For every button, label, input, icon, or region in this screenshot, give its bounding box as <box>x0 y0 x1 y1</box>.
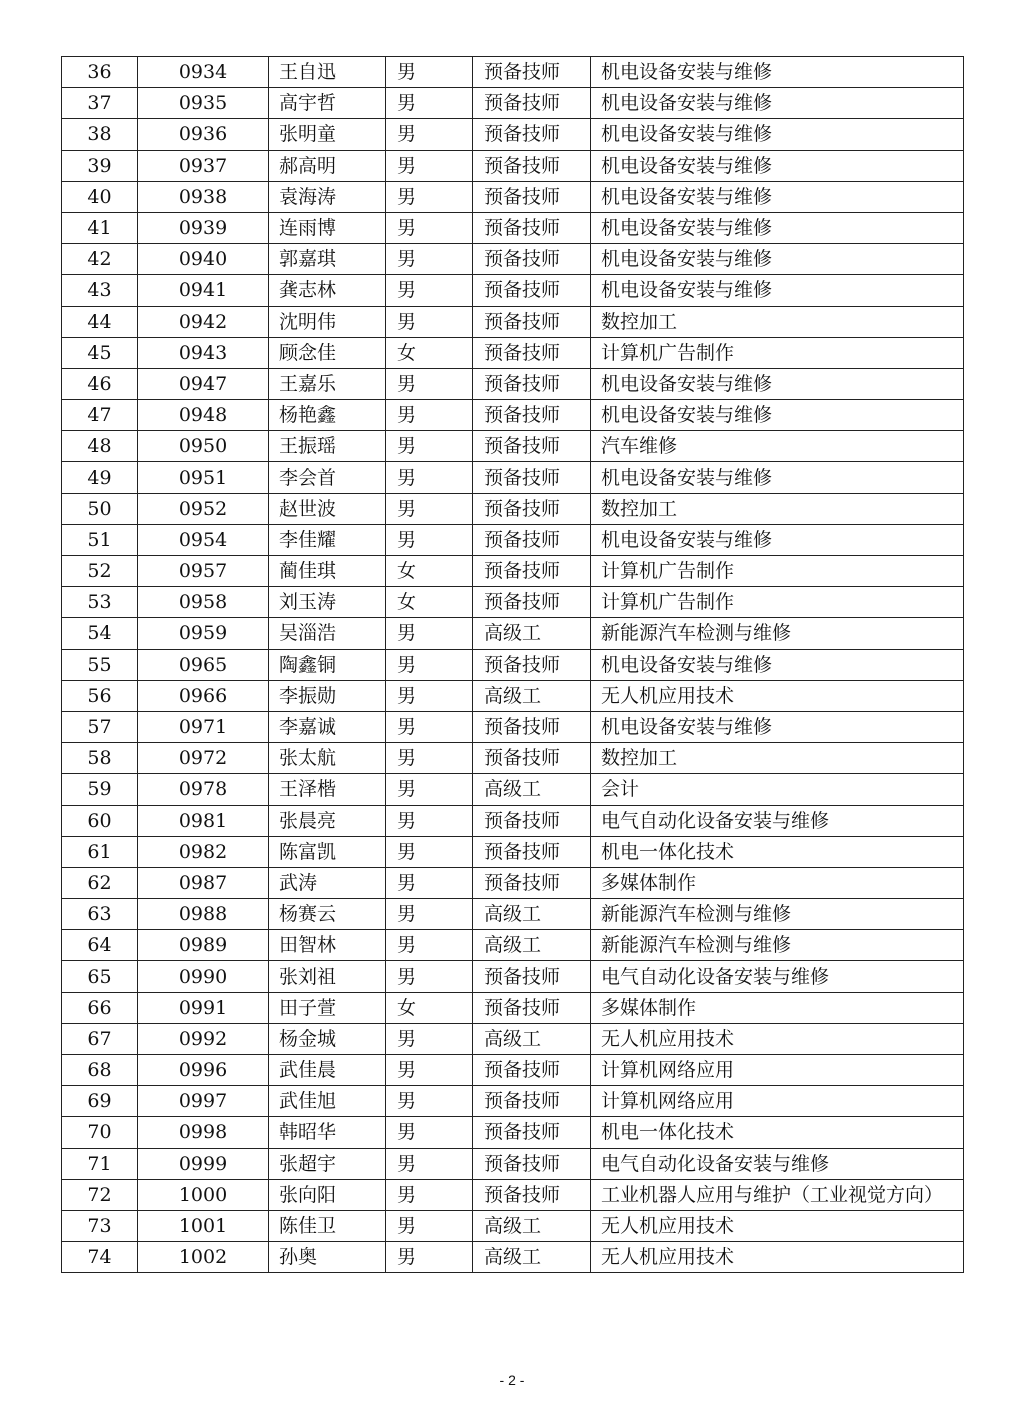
seq-cell: 54 <box>62 618 138 649</box>
gender-cell: 男 <box>386 1210 473 1241</box>
gender-cell: 女 <box>386 587 473 618</box>
number-cell: 0987 <box>138 867 269 898</box>
level-cell: 预备技师 <box>473 57 591 88</box>
name-cell: 张向阳 <box>269 1179 386 1210</box>
number-cell: 0978 <box>138 774 269 805</box>
major-cell: 无人机应用技术 <box>591 1242 964 1273</box>
number-cell: 0971 <box>138 711 269 742</box>
name-cell: 陈佳卫 <box>269 1210 386 1241</box>
name-cell: 杨艳鑫 <box>269 400 386 431</box>
name-cell: 袁海涛 <box>269 181 386 212</box>
page-number: - 2 - <box>499 1372 525 1388</box>
table-row <box>62 400 964 431</box>
name-cell: 武佳旭 <box>269 1086 386 1117</box>
number-cell: 0981 <box>138 805 269 836</box>
major-cell: 机电一体化技术 <box>591 1117 964 1148</box>
major-cell: 机电设备安装与维修 <box>591 711 964 742</box>
level-cell: 预备技师 <box>473 1179 591 1210</box>
major-cell: 数控加工 <box>591 743 964 774</box>
level-cell: 高级工 <box>473 1242 591 1273</box>
name-cell: 武佳晨 <box>269 1055 386 1086</box>
gender-cell: 男 <box>386 1117 473 1148</box>
gender-cell: 男 <box>386 618 473 649</box>
seq-cell: 67 <box>62 1023 138 1054</box>
seq-cell: 62 <box>62 867 138 898</box>
gender-cell: 男 <box>386 524 473 555</box>
gender-cell: 男 <box>386 1023 473 1054</box>
level-cell: 预备技师 <box>473 181 591 212</box>
seq-cell: 41 <box>62 212 138 243</box>
seq-cell: 38 <box>62 119 138 150</box>
table-row <box>62 1055 964 1086</box>
gender-cell: 男 <box>386 212 473 243</box>
table-row <box>62 587 964 618</box>
table-row <box>62 1117 964 1148</box>
seq-cell: 71 <box>62 1148 138 1179</box>
gender-cell: 男 <box>386 493 473 524</box>
number-cell: 0991 <box>138 992 269 1023</box>
number-cell: 0952 <box>138 493 269 524</box>
name-cell: 张刘祖 <box>269 961 386 992</box>
name-cell: 张明童 <box>269 119 386 150</box>
number-cell: 0988 <box>138 899 269 930</box>
table-row <box>62 556 964 587</box>
seq-cell: 42 <box>62 244 138 275</box>
gender-cell: 男 <box>386 711 473 742</box>
name-cell: 李振勋 <box>269 680 386 711</box>
level-cell: 预备技师 <box>473 1055 591 1086</box>
number-cell: 0947 <box>138 368 269 399</box>
seq-cell: 70 <box>62 1117 138 1148</box>
name-cell: 孙奥 <box>269 1242 386 1273</box>
number-cell: 0948 <box>138 400 269 431</box>
name-cell: 吴淄浩 <box>269 618 386 649</box>
table-row <box>62 680 964 711</box>
major-cell: 机电设备安装与维修 <box>591 212 964 243</box>
seq-cell: 49 <box>62 462 138 493</box>
gender-cell: 男 <box>386 306 473 337</box>
number-cell: 0966 <box>138 680 269 711</box>
major-cell: 计算机广告制作 <box>591 587 964 618</box>
gender-cell: 男 <box>386 1148 473 1179</box>
seq-cell: 68 <box>62 1055 138 1086</box>
level-cell: 预备技师 <box>473 150 591 181</box>
gender-cell: 男 <box>386 1242 473 1273</box>
name-cell: 连雨博 <box>269 212 386 243</box>
major-cell: 汽车维修 <box>591 431 964 462</box>
seq-cell: 66 <box>62 992 138 1023</box>
level-cell: 预备技师 <box>473 306 591 337</box>
number-cell: 0959 <box>138 618 269 649</box>
table-row <box>62 88 964 119</box>
number-cell: 0940 <box>138 244 269 275</box>
seq-cell: 45 <box>62 337 138 368</box>
level-cell: 预备技师 <box>473 1148 591 1179</box>
seq-cell: 58 <box>62 743 138 774</box>
number-cell: 0943 <box>138 337 269 368</box>
major-cell: 计算机广告制作 <box>591 337 964 368</box>
major-cell: 数控加工 <box>591 306 964 337</box>
major-cell: 机电设备安装与维修 <box>591 88 964 119</box>
gender-cell: 男 <box>386 181 473 212</box>
level-cell: 预备技师 <box>473 711 591 742</box>
gender-cell: 男 <box>386 680 473 711</box>
level-cell: 预备技师 <box>473 836 591 867</box>
seq-cell: 39 <box>62 150 138 181</box>
gender-cell: 男 <box>386 462 473 493</box>
number-cell: 0950 <box>138 431 269 462</box>
seq-cell: 74 <box>62 1242 138 1273</box>
name-cell: 王自迅 <box>269 57 386 88</box>
major-cell: 机电设备安装与维修 <box>591 244 964 275</box>
major-cell: 无人机应用技术 <box>591 1023 964 1054</box>
name-cell: 李会首 <box>269 462 386 493</box>
seq-cell: 55 <box>62 649 138 680</box>
seq-cell: 50 <box>62 493 138 524</box>
name-cell: 王嘉乐 <box>269 368 386 399</box>
seq-cell: 52 <box>62 556 138 587</box>
number-cell: 1000 <box>138 1179 269 1210</box>
table-row <box>62 867 964 898</box>
major-cell: 电气自动化设备安装与维修 <box>591 1148 964 1179</box>
gender-cell: 男 <box>386 1179 473 1210</box>
seq-cell: 51 <box>62 524 138 555</box>
gender-cell: 男 <box>386 244 473 275</box>
major-cell: 机电设备安装与维修 <box>591 119 964 150</box>
name-cell: 陈富凯 <box>269 836 386 867</box>
seq-cell: 60 <box>62 805 138 836</box>
number-cell: 0996 <box>138 1055 269 1086</box>
level-cell: 预备技师 <box>473 88 591 119</box>
level-cell: 预备技师 <box>473 587 591 618</box>
seq-cell: 47 <box>62 400 138 431</box>
level-cell: 预备技师 <box>473 119 591 150</box>
number-cell: 0989 <box>138 930 269 961</box>
name-cell: 郭嘉琪 <box>269 244 386 275</box>
gender-cell: 男 <box>386 805 473 836</box>
major-cell: 新能源汽车检测与维修 <box>591 899 964 930</box>
number-cell: 0954 <box>138 524 269 555</box>
table-row <box>62 524 964 555</box>
number-cell: 0936 <box>138 119 269 150</box>
seq-cell: 57 <box>62 711 138 742</box>
number-cell: 0997 <box>138 1086 269 1117</box>
seq-cell: 63 <box>62 899 138 930</box>
table-row <box>62 711 964 742</box>
level-cell: 预备技师 <box>473 337 591 368</box>
level-cell: 预备技师 <box>473 431 591 462</box>
table-row <box>62 462 964 493</box>
table-row <box>62 306 964 337</box>
level-cell: 预备技师 <box>473 556 591 587</box>
table-row <box>62 899 964 930</box>
name-cell: 张超宇 <box>269 1148 386 1179</box>
number-cell: 0934 <box>138 57 269 88</box>
level-cell: 预备技师 <box>473 867 591 898</box>
level-cell: 预备技师 <box>473 649 591 680</box>
major-cell: 机电设备安装与维修 <box>591 649 964 680</box>
major-cell: 机电设备安装与维修 <box>591 57 964 88</box>
table-row <box>62 337 964 368</box>
table-row <box>62 992 964 1023</box>
gender-cell: 女 <box>386 337 473 368</box>
gender-cell: 女 <box>386 992 473 1023</box>
seq-cell: 65 <box>62 961 138 992</box>
gender-cell: 男 <box>386 57 473 88</box>
name-cell: 杨赛云 <box>269 899 386 930</box>
level-cell: 高级工 <box>473 1023 591 1054</box>
gender-cell: 男 <box>386 743 473 774</box>
level-cell: 预备技师 <box>473 1086 591 1117</box>
seq-cell: 56 <box>62 680 138 711</box>
name-cell: 杨金城 <box>269 1023 386 1054</box>
name-cell: 韩昭华 <box>269 1117 386 1148</box>
name-cell: 赵世波 <box>269 493 386 524</box>
table-row <box>62 1023 964 1054</box>
major-cell: 机电设备安装与维修 <box>591 462 964 493</box>
seq-cell: 64 <box>62 930 138 961</box>
number-cell: 0992 <box>138 1023 269 1054</box>
seq-cell: 73 <box>62 1210 138 1241</box>
number-cell: 0951 <box>138 462 269 493</box>
seq-cell: 36 <box>62 57 138 88</box>
gender-cell: 男 <box>386 867 473 898</box>
major-cell: 机电设备安装与维修 <box>591 150 964 181</box>
major-cell: 电气自动化设备安装与维修 <box>591 805 964 836</box>
major-cell: 无人机应用技术 <box>591 680 964 711</box>
table-row <box>62 1210 964 1241</box>
table-row <box>62 743 964 774</box>
name-cell: 郝高明 <box>269 150 386 181</box>
name-cell: 王泽楷 <box>269 774 386 805</box>
number-cell: 0937 <box>138 150 269 181</box>
name-cell: 刘玉涛 <box>269 587 386 618</box>
gender-cell: 男 <box>386 930 473 961</box>
seq-cell: 59 <box>62 774 138 805</box>
name-cell: 顾念佳 <box>269 337 386 368</box>
major-cell: 机电设备安装与维修 <box>591 275 964 306</box>
table-row <box>62 805 964 836</box>
number-cell: 0939 <box>138 212 269 243</box>
roster-table-body <box>62 57 964 1273</box>
name-cell: 沈明伟 <box>269 306 386 337</box>
level-cell: 预备技师 <box>473 212 591 243</box>
major-cell: 机电设备安装与维修 <box>591 181 964 212</box>
level-cell: 高级工 <box>473 1210 591 1241</box>
seq-cell: 48 <box>62 431 138 462</box>
number-cell: 0957 <box>138 556 269 587</box>
name-cell: 龚志林 <box>269 275 386 306</box>
gender-cell: 男 <box>386 400 473 431</box>
major-cell: 计算机网络应用 <box>591 1086 964 1117</box>
major-cell: 无人机应用技术 <box>591 1210 964 1241</box>
gender-cell: 男 <box>386 431 473 462</box>
seq-cell: 69 <box>62 1086 138 1117</box>
level-cell: 预备技师 <box>473 524 591 555</box>
table-row <box>62 836 964 867</box>
name-cell: 田子萱 <box>269 992 386 1023</box>
number-cell: 1002 <box>138 1242 269 1273</box>
name-cell: 张太航 <box>269 743 386 774</box>
major-cell: 数控加工 <box>591 493 964 524</box>
name-cell: 高宇哲 <box>269 88 386 119</box>
table-row <box>62 275 964 306</box>
seq-cell: 44 <box>62 306 138 337</box>
table-row <box>62 774 964 805</box>
number-cell: 0938 <box>138 181 269 212</box>
table-row <box>62 930 964 961</box>
gender-cell: 男 <box>386 368 473 399</box>
gender-cell: 男 <box>386 119 473 150</box>
table-row <box>62 244 964 275</box>
table-row <box>62 57 964 88</box>
name-cell: 张晨亮 <box>269 805 386 836</box>
name-cell: 陶鑫铜 <box>269 649 386 680</box>
table-row <box>62 649 964 680</box>
number-cell: 0982 <box>138 836 269 867</box>
level-cell: 高级工 <box>473 930 591 961</box>
gender-cell: 男 <box>386 961 473 992</box>
number-cell: 0972 <box>138 743 269 774</box>
seq-cell: 53 <box>62 587 138 618</box>
level-cell: 高级工 <box>473 680 591 711</box>
level-cell: 预备技师 <box>473 244 591 275</box>
level-cell: 高级工 <box>473 618 591 649</box>
major-cell: 机电设备安装与维修 <box>591 400 964 431</box>
number-cell: 0998 <box>138 1117 269 1148</box>
major-cell: 机电一体化技术 <box>591 836 964 867</box>
gender-cell: 男 <box>386 649 473 680</box>
gender-cell: 男 <box>386 836 473 867</box>
level-cell: 预备技师 <box>473 743 591 774</box>
number-cell: 0990 <box>138 961 269 992</box>
level-cell: 预备技师 <box>473 462 591 493</box>
major-cell: 会计 <box>591 774 964 805</box>
level-cell: 高级工 <box>473 774 591 805</box>
major-cell: 多媒体制作 <box>591 992 964 1023</box>
table-row <box>62 1242 964 1273</box>
level-cell: 预备技师 <box>473 275 591 306</box>
level-cell: 预备技师 <box>473 961 591 992</box>
number-cell: 0935 <box>138 88 269 119</box>
number-cell: 0965 <box>138 649 269 680</box>
gender-cell: 男 <box>386 1086 473 1117</box>
table-row <box>62 1086 964 1117</box>
level-cell: 预备技师 <box>473 1117 591 1148</box>
major-cell: 工业机器人应用与维护（工业视觉方向） <box>591 1179 964 1210</box>
name-cell: 王振瑶 <box>269 431 386 462</box>
major-cell: 机电设备安装与维修 <box>591 368 964 399</box>
name-cell: 蔺佳琪 <box>269 556 386 587</box>
major-cell: 计算机广告制作 <box>591 556 964 587</box>
seq-cell: 40 <box>62 181 138 212</box>
number-cell: 0942 <box>138 306 269 337</box>
gender-cell: 男 <box>386 88 473 119</box>
seq-cell: 43 <box>62 275 138 306</box>
level-cell: 预备技师 <box>473 805 591 836</box>
seq-cell: 37 <box>62 88 138 119</box>
gender-cell: 男 <box>386 1055 473 1086</box>
level-cell: 预备技师 <box>473 992 591 1023</box>
name-cell: 李佳耀 <box>269 524 386 555</box>
table-row <box>62 493 964 524</box>
seq-cell: 46 <box>62 368 138 399</box>
table-row <box>62 1148 964 1179</box>
major-cell: 新能源汽车检测与维修 <box>591 930 964 961</box>
number-cell: 0941 <box>138 275 269 306</box>
major-cell: 机电设备安装与维修 <box>591 524 964 555</box>
level-cell: 预备技师 <box>473 368 591 399</box>
name-cell: 田智林 <box>269 930 386 961</box>
table-row <box>62 119 964 150</box>
name-cell: 武涛 <box>269 867 386 898</box>
seq-cell: 61 <box>62 836 138 867</box>
major-cell: 多媒体制作 <box>591 867 964 898</box>
seq-cell: 72 <box>62 1179 138 1210</box>
number-cell: 0999 <box>138 1148 269 1179</box>
number-cell: 0958 <box>138 587 269 618</box>
level-cell: 高级工 <box>473 899 591 930</box>
table-row <box>62 431 964 462</box>
level-cell: 预备技师 <box>473 400 591 431</box>
name-cell: 李嘉诚 <box>269 711 386 742</box>
table-row <box>62 368 964 399</box>
table-row <box>62 150 964 181</box>
gender-cell: 男 <box>386 150 473 181</box>
roster-table <box>61 56 964 1273</box>
number-cell: 1001 <box>138 1210 269 1241</box>
table-row <box>62 212 964 243</box>
level-cell: 预备技师 <box>473 493 591 524</box>
gender-cell: 男 <box>386 774 473 805</box>
table-row <box>62 181 964 212</box>
gender-cell: 男 <box>386 275 473 306</box>
table-row <box>62 961 964 992</box>
major-cell: 计算机网络应用 <box>591 1055 964 1086</box>
major-cell: 新能源汽车检测与维修 <box>591 618 964 649</box>
table-row <box>62 618 964 649</box>
gender-cell: 女 <box>386 556 473 587</box>
major-cell: 电气自动化设备安装与维修 <box>591 961 964 992</box>
table-row <box>62 1179 964 1210</box>
gender-cell: 男 <box>386 899 473 930</box>
